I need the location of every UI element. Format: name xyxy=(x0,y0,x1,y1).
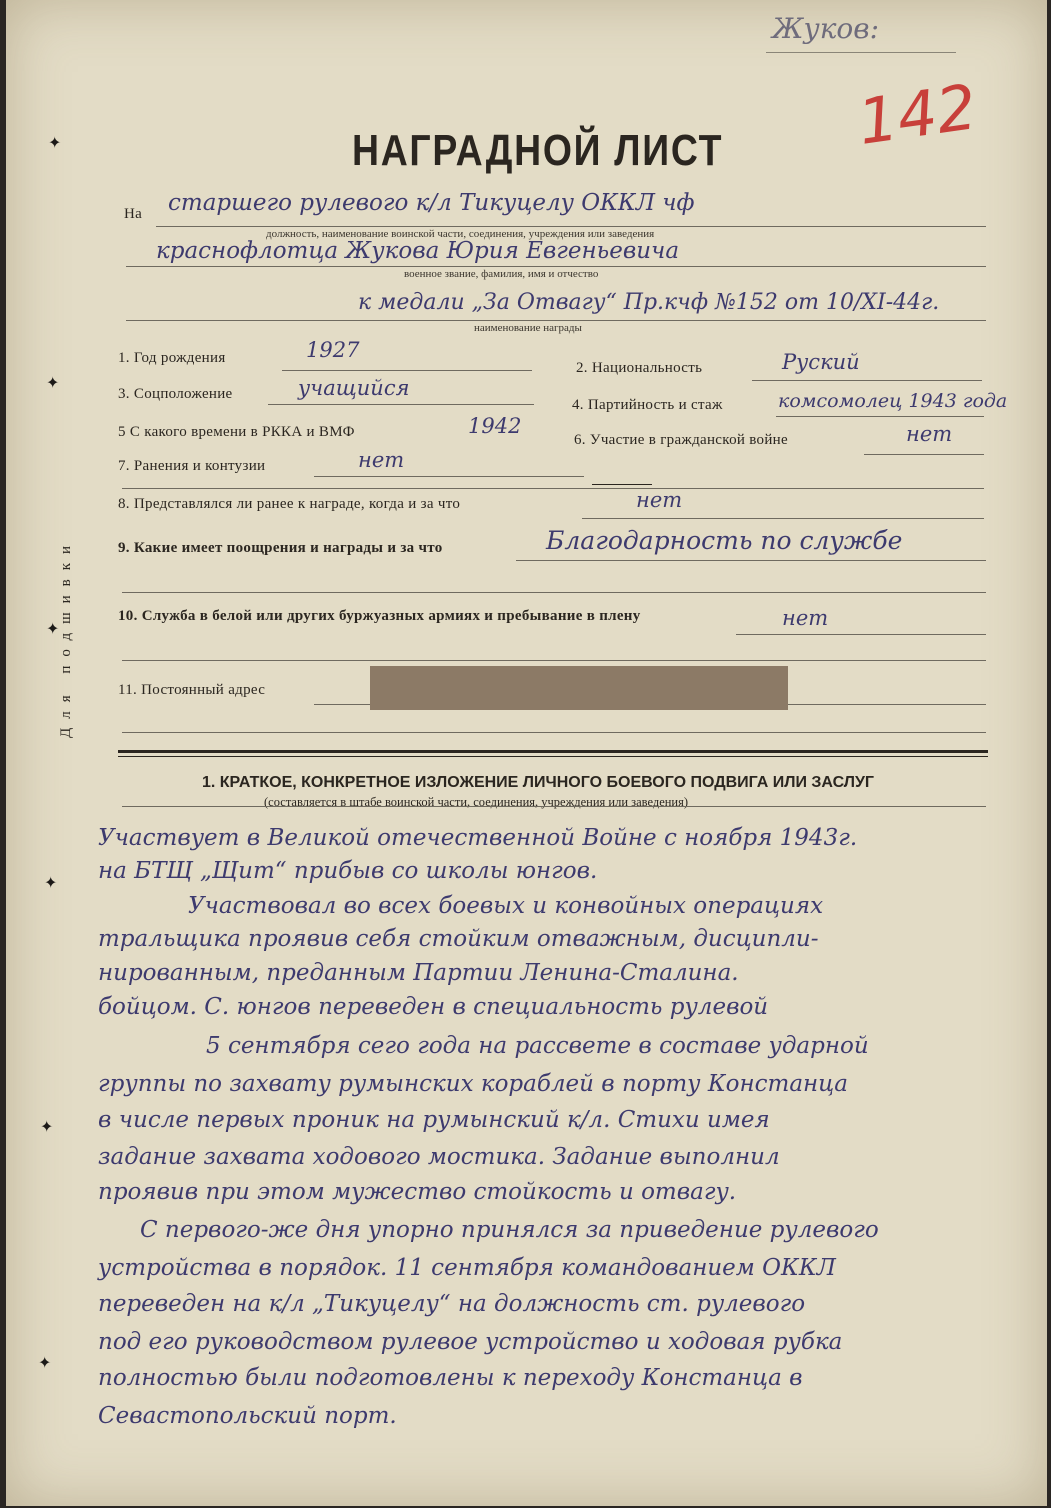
award-sheet-page xyxy=(6,0,1047,1506)
punch-hole-icon: ✦ xyxy=(38,1355,52,1372)
name-caption: военное звание, фамилия, имя и отчество xyxy=(404,268,599,280)
field-4-value: комсомолец 1943 года xyxy=(778,390,1008,412)
page-title: НАГРАДНОЙ ЛИСТ xyxy=(352,126,724,175)
field-9-label: 9. Какие имеет поощрения и награды и за что xyxy=(118,540,443,556)
story-line: Участвовал во всех боевых и конвойных операциях xyxy=(188,893,824,919)
punch-hole-icon: ✦ xyxy=(46,621,60,638)
field-6-value: нет xyxy=(906,422,953,446)
punch-hole-icon: ✦ xyxy=(40,1119,54,1136)
story-line: Участвует в Великой отечественной Войне с ноября 1943г. xyxy=(98,825,858,851)
field-3-value: учащийся xyxy=(298,376,410,400)
story-line: бойцом. С. юнгов переведен в специальность рулевой xyxy=(98,994,769,1020)
field-8-label: 8. Представлялся ли ранее к награде, когда и за что xyxy=(118,496,461,512)
field-9-value: Благодарность по службе xyxy=(546,526,903,555)
section-title: 1. КРАТКОЕ, КОНКРЕТНОЕ ИЗЛОЖЕНИЕ ЛИЧНОГО БОЕВОГО ПОДВИГА ИЛИ ЗАСЛУГ xyxy=(202,774,874,791)
punch-hole-icon: ✦ xyxy=(46,375,60,392)
story-line: устройства в порядок. 11 сентября командованием ОККЛ xyxy=(98,1255,836,1281)
na-label: На xyxy=(124,206,143,222)
field-7-label: 7. Ранения и контузии xyxy=(118,458,266,474)
field-7-value: нет xyxy=(358,448,405,472)
field-2-label: 2. Национальность xyxy=(576,360,703,376)
story-line: нированным, преданным Партии Ленина-Сталина. xyxy=(98,960,739,986)
story-line: на БТЩ „Щит“ прибыв со школы юнгов. xyxy=(98,858,598,884)
field-10-value: нет xyxy=(782,606,829,630)
section-subtitle: (составляется в штабе воинской части, соединения, учреждения или заведения) xyxy=(264,795,689,809)
corner-surname-note: Жуков: xyxy=(772,12,880,45)
field-1-value: 1927 xyxy=(306,338,360,362)
story-line: группы по захвату румынских кораблей в порту Констанца xyxy=(98,1071,848,1097)
story-line: переведен на к/л „Тикуцелу“ на должность ст. рулевого xyxy=(98,1291,806,1317)
story-line: 5 сентября сего года на рассвете в составе ударной xyxy=(206,1033,869,1059)
story-line: проявив при этом мужество стойкость и отвагу. xyxy=(98,1179,737,1205)
story-line: задание захвата ходового мостика. Задание выполнил xyxy=(98,1144,780,1170)
field-4-label: 4. Партийность и стаж xyxy=(572,397,723,413)
field-2-value: Руский xyxy=(782,350,860,374)
field-8-value: нет xyxy=(636,488,683,512)
award-value: к медали „За Отвагу“ Пр.кчф №152 от 10/XI-44г. xyxy=(358,290,940,315)
punch-hole-icon: ✦ xyxy=(44,875,58,892)
field-11-label: 11. Постоянный адрес xyxy=(118,682,266,698)
story-line: в числе первых проник на румынский к/л. Стихи имея xyxy=(98,1107,770,1133)
name-value: краснофлотца Жукова Юрия Евгеньевича xyxy=(156,238,680,264)
field-10-label: 10. Служба в белой или других буржуазных армиях и пребывание в плену xyxy=(118,608,641,624)
field-6-label: 6. Участие в гражданской войне xyxy=(574,432,788,448)
redacted-address xyxy=(370,666,788,710)
side-label: Для подшивки xyxy=(58,536,74,738)
field-5-label: 5 С какого времени в РККА и ВМФ xyxy=(118,424,355,440)
red-pencil-number: 142 xyxy=(853,70,981,159)
award-caption: наименование награды xyxy=(474,322,582,334)
field-1-label: 1. Год рождения xyxy=(118,350,226,366)
position-caption: должность, наименование воинской части, соединения, учреждения или заведения xyxy=(266,228,655,240)
story-line: С первого-же дня упорно принялся за приведение рулевого xyxy=(140,1217,879,1243)
story-line: Севастопольский порт. xyxy=(98,1403,397,1429)
position-value: старшего рулевого к/л Тикуцелу ОККЛ чф xyxy=(168,190,695,216)
field-3-label: 3. Соцположение xyxy=(118,386,233,402)
story-line: тральщика проявив себя стойким отважным, дисципли- xyxy=(98,926,819,952)
story-line: полностью были подготовлены к переходу Констанца в xyxy=(98,1365,803,1391)
field-5-value: 1942 xyxy=(468,414,522,438)
punch-hole-icon: ✦ xyxy=(48,135,62,152)
story-line: под его руководством рулевое устройство и ходовая рубка xyxy=(98,1329,843,1355)
